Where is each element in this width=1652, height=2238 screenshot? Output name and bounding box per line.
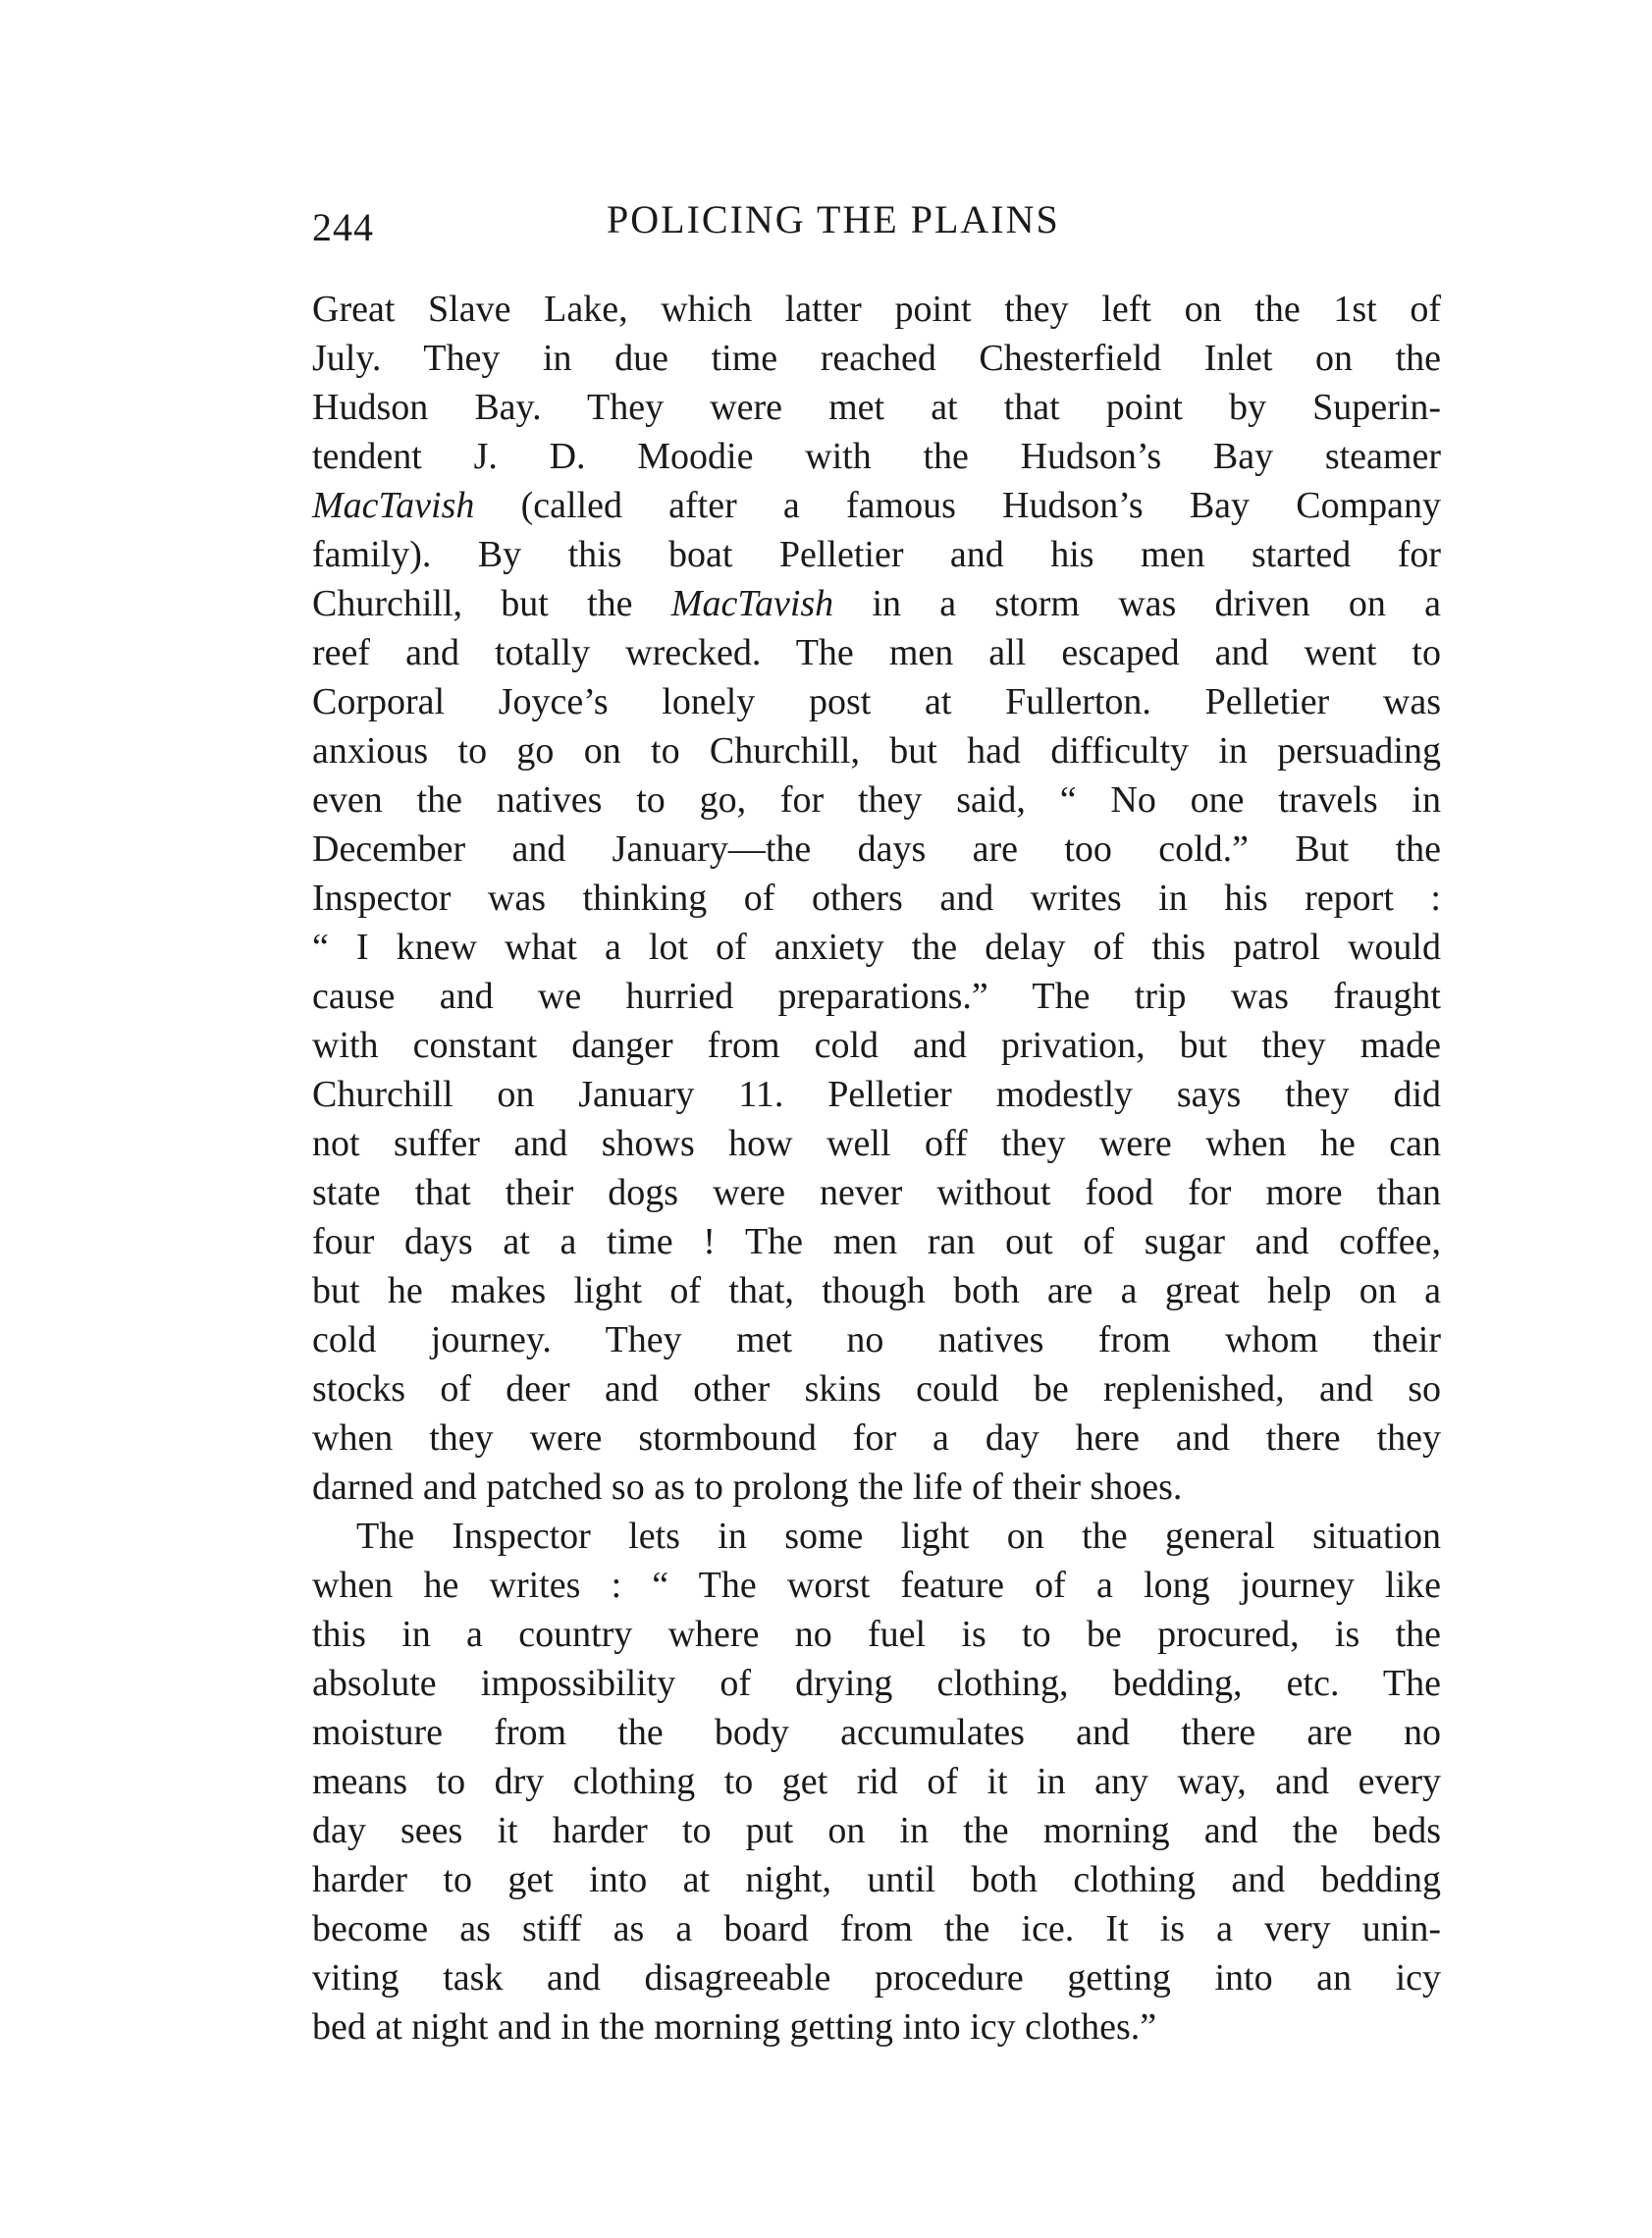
text-line: moisture from the body accumulates and there are no: [312, 1712, 1441, 1753]
text-line: harder to get into at night, until both clothing and bedding: [312, 1859, 1441, 1900]
text-line: Hudson Bay. They were met at that point by Superin-: [312, 387, 1441, 428]
text-line: darned and patched so as to prolong the life of their shoes.: [312, 1466, 1183, 1508]
text-line: cause and we hurried preparations.” The trip was fraught: [312, 976, 1441, 1017]
text-line: day sees it harder to put on in the morning and the beds: [312, 1810, 1441, 1851]
ship-name: MacTavish: [670, 583, 834, 624]
paragraph: [312, 1512, 1441, 2052]
text-line: Great Slave Lake, which latter point they left on the 1st of: [312, 289, 1441, 330]
running-head: POLICING THE PLAINS: [607, 197, 1060, 241]
text-line: state that their dogs were never without food for more than: [312, 1172, 1441, 1213]
text-line: The Inspector lets in some light on the general situation: [356, 1516, 1441, 1557]
text-line: Corporal Joyce’s lonely post at Fullerton. Pelletier was: [312, 681, 1441, 722]
page-header: [312, 196, 1441, 255]
text-line: Inspector was thinking of others and writes in his report :: [312, 878, 1441, 919]
paragraph: [312, 285, 1441, 1512]
ship-name: MacTavish: [312, 485, 475, 526]
text-line: Churchill on January 11. Pelletier modestly says they did: [312, 1074, 1441, 1115]
text-line: July. They in due time reached Chesterfield Inlet on the: [312, 338, 1441, 379]
text-line: bed at night and in the morning getting into icy clothes.”: [312, 2006, 1157, 2048]
text-line: four days at a time ! The men ran out of sugar and coffee,: [312, 1221, 1441, 1262]
text-line: even the natives to go, for they said, “ No one travels in: [312, 779, 1441, 821]
text-line: December and January—the days are too cold.” But the: [312, 828, 1441, 870]
body-text: [312, 285, 1441, 2052]
text-line: but he makes light of that, though both are a great help on a: [312, 1270, 1441, 1311]
text-line: cold journey. They met no natives from whom their: [312, 1319, 1441, 1360]
text-line: MacTavish (called after a famous Hudson’s Bay Company: [312, 485, 1441, 526]
text-line: stocks of deer and other skins could be replenished, and so: [312, 1368, 1441, 1410]
text-line: with constant danger from cold and privation, but they made: [312, 1025, 1441, 1066]
text-line: when he writes : “ The worst feature of a long journey like: [312, 1565, 1441, 1606]
text-line: Churchill, but the MacTavish in a storm was driven on a: [312, 583, 1441, 624]
text-line: reef and totally wrecked. The men all escaped and went to: [312, 632, 1441, 673]
text-line: when they were stormbound for a day here and there they: [312, 1417, 1441, 1459]
text-line: family). By this boat Pelletier and his men started for: [312, 534, 1441, 575]
page-number: 244: [312, 205, 374, 249]
text-line: means to dry clothing to get rid of it in any way, and every: [312, 1761, 1441, 1802]
text-line: this in a country where no fuel is to be procured, is the: [312, 1614, 1441, 1655]
text-line: absolute impossibility of drying clothing, bedding, etc. The: [312, 1663, 1441, 1704]
text-line: “ I knew what a lot of anxiety the delay of this patrol would: [312, 927, 1441, 968]
text-line: viting task and disagreeable procedure getting into an icy: [312, 1957, 1441, 1998]
text-line: become as stiff as a board from the ice. It is a very unin-: [312, 1908, 1441, 1949]
text-line: tendent J. D. Moodie with the Hudson’s Bay steamer: [312, 436, 1441, 477]
text-line: not suffer and shows how well off they were when he can: [312, 1123, 1441, 1164]
text-line: anxious to go on to Churchill, but had difficulty in persuading: [312, 730, 1441, 772]
